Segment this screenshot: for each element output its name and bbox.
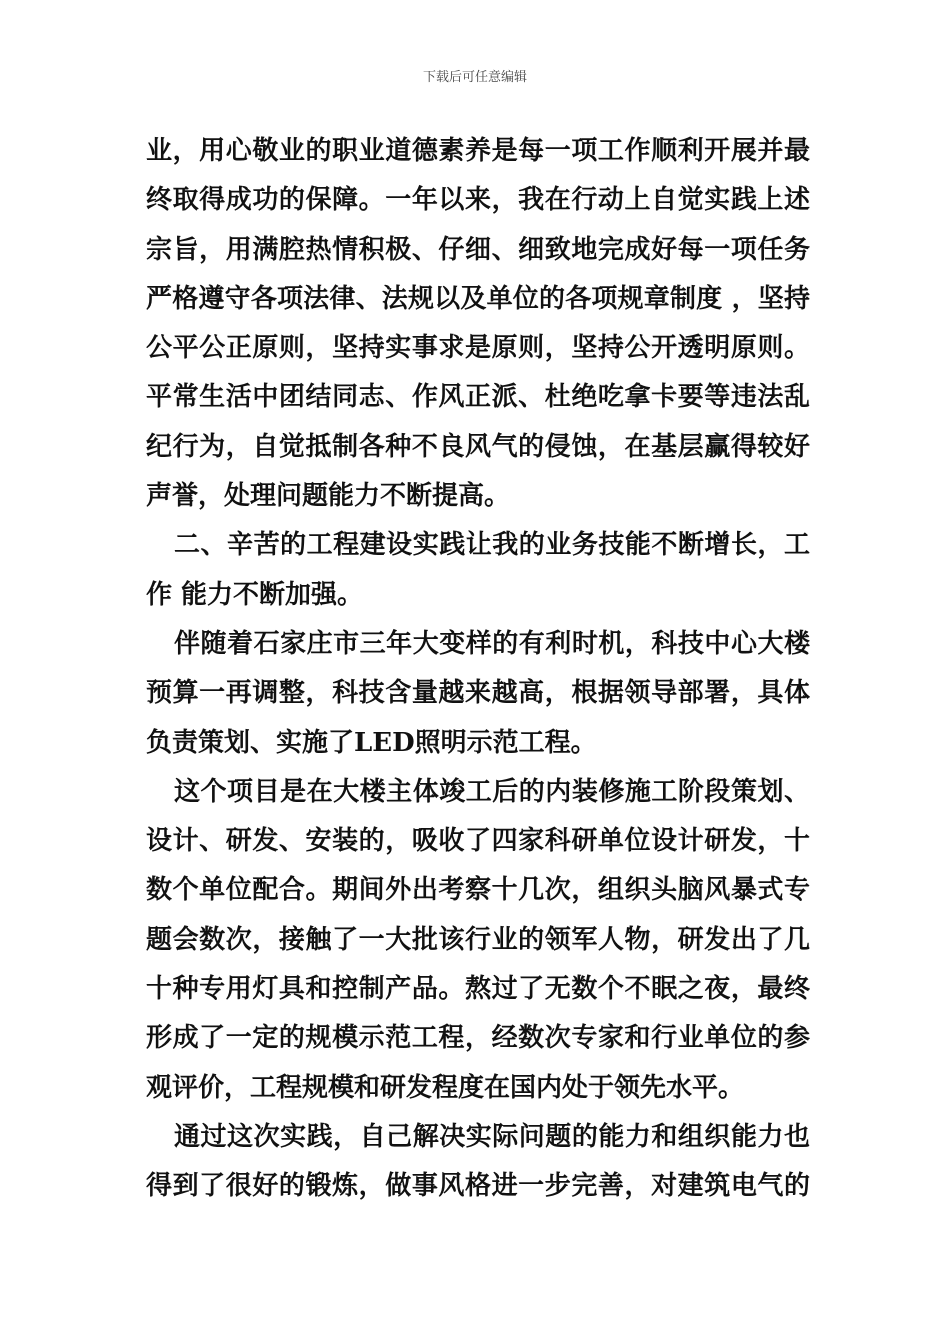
text-line: 伴随着石家庄市三年大变样的有利时机，科技中心大楼 xyxy=(174,628,810,659)
text-line: 终取得成功的保障。一年以来，我在行动上自觉实践上述 xyxy=(146,185,810,216)
text-line: 通过这次实践，自己解决实际问题的能力和组织能力也 xyxy=(174,1121,810,1152)
paragraph-4 xyxy=(146,768,810,1113)
text-line: 观评价，工程规模和研发程度在国内处于领先水平。 xyxy=(146,1072,745,1103)
header-note: 下载后可任意编辑 xyxy=(422,70,527,85)
text-line: 题会数次，接触了一大批该行业的领军人物，研发出了几 xyxy=(146,924,810,955)
text-line: 作 能力不断加强。 xyxy=(146,579,364,610)
text-line: 负责策划、实施了LED照明示范工程。 xyxy=(146,727,597,758)
text-line: 预算一再调整，科技含量越来越高，根据领导部署，具体 xyxy=(146,678,810,709)
text-line: 业，用心敬业的职业道德素养是每一项工作顺利开展并最 xyxy=(146,136,810,166)
paragraph-2-section-heading xyxy=(146,521,810,620)
text-line: 公平公正原则，坚持实事求是原则，坚持公开透明原则。 xyxy=(146,333,810,364)
paragraph-3 xyxy=(146,620,810,768)
text-line: 设计、研发、安装的，吸收了四家科研单位设计研发，十 xyxy=(146,826,810,857)
text-line: 这个项目是在大楼主体竣工后的内装修施工阶段策划、 xyxy=(174,776,810,807)
text-line: 宗旨，用满腔热情积极、仔细、细致地完成好每一项任务 xyxy=(146,234,810,265)
text-line: 十种专用灯具和控制产品。熬过了无数个不眠之夜，最终 xyxy=(146,974,810,1005)
text-line: 纪行为，自觉抵制各种不良风气的侵蚀，在基层赢得较好 xyxy=(146,431,810,462)
paragraph-5 xyxy=(146,1113,810,1212)
text-line: 数个单位配合。期间外出考察十几次，组织头脑风暴式专 xyxy=(146,875,810,906)
paragraph-1 xyxy=(146,127,810,521)
text-line: 严格遵守各项法律、法规以及单位的各项规章制度 ，坚持 xyxy=(146,283,810,314)
text-line: 声誉，处理问题能力不断提高。 xyxy=(146,481,511,512)
text-line: 平常生活中团结同志、作风正派、杜绝吃拿卡要等违法乱 xyxy=(146,382,810,413)
text-line: 得到了很好的锻炼，做事风格进一步完善，对建筑电气的 xyxy=(146,1171,810,1202)
text-line: 形成了一定的规模示范工程，经数次专家和行业单位的参 xyxy=(146,1023,810,1054)
body-text xyxy=(146,127,810,1212)
text-line: 二、辛苦的工程建设实践让我的业务技能不断增长，工 xyxy=(174,530,810,561)
